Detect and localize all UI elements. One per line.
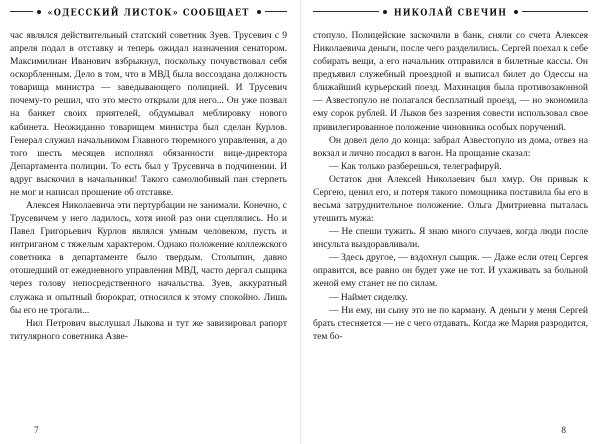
rule-right-icon	[265, 11, 288, 12]
bullet-right-icon	[514, 10, 518, 14]
left-page-body	[10, 29, 287, 418]
dialogue-line: — Наймет сиделку.	[329, 291, 408, 303]
dialogue-line: — Ни ему, ни сыну это не по карману. А деньги у меня Сергей брать стесняется — не с чего отдавать. Когда же Мария разродится, тем бо-	[313, 304, 588, 342]
right-running-head	[313, 5, 588, 18]
paragraph: Нил Петрович выслушал Лыкова и тут же завизировал рапорт титулярного советника Азве-	[10, 317, 287, 342]
left-running-head-title: «ОДЕССКИЙ ЛИСТОК» СООБЩАЕТ	[47, 5, 250, 18]
rule-left-icon	[10, 11, 33, 12]
left-running-head	[10, 5, 287, 18]
right-running-head-title: НИКОЛАЙ СВЕЧИН	[393, 5, 508, 18]
right-page-body	[313, 29, 588, 418]
paragraph: Остаток дня Алексей Николаевич был хмур. Он привык к Сергею, ценил его, и потеря такого помощника поставила бы его в весьма затруднительное положение. Ольга Дмитриевна пыталась утешить мужа:	[313, 173, 588, 225]
right-page	[300, 0, 600, 444]
paragraph: стопуло. Полицейские заскочили в банк, сняли со счета Алексея Николаевича деньги, после чего разделились. Сергей поехал к себе собирать вещи, а его начальник отправился в билетные кассы. Он предъявил служебный проездной и выписал билет до Одессы на ближайший курьерский поезд. Махинация была противозаконной — Азвестопуло не полагался бесплатный проезд, — но экономила ему сорок рублей. И Лыков без зазрения совести использовал свое привилегированное положение чиновника особых поручений.	[313, 30, 588, 133]
bullet-left-icon	[383, 10, 387, 14]
rule-left-icon	[313, 11, 379, 12]
dialogue-line: — Как только разберешься, телеграфируй.	[329, 160, 502, 172]
left-page-number: 7	[34, 426, 39, 436]
right-page-number: 8	[561, 426, 566, 436]
rule-right-icon	[522, 11, 588, 12]
bullet-left-icon	[37, 10, 41, 14]
bullet-right-icon	[257, 10, 261, 14]
paragraph: Алексея Николаевича эти пертурбации не занимали. Конечно, с Трусевичем у него ладилось, хотя иной раз они сцеплялись. Но и Павел Григорьевич Курлов являлся умным человеком, пусть и интриганом с тяжелым характером. Однако положение коллежского советника в департаменте было твердым. Столыпин, давно отошедший от ежедневного управления МВД, часто дергал сыщика через голову непосредственного начальства. Зуев, аккуратный служака и опытный бюрократ, относился к этому спокойно. Лишь бы его не трогали...	[10, 200, 287, 316]
dialogue-line: — Не спеши тужить. Я знаю много случаев, когда люди после инсульта выздоравливали.	[313, 226, 588, 251]
dialogue-line: — Здесь другое, — вздохнул сыщик. — Даже если отец Сергея оправится, все равно он будет уже не тот. И ухаживать за больной женой ему станет не по силам.	[313, 252, 588, 290]
paragraph: Он довел дело до конца: забрал Азвестопуло из дома, отвез на вокзал и лично посадил в вагон. На прощание сказал:	[313, 134, 588, 159]
paragraph: час являлся действительный статский советник Зуев. Трусевич с 9 апреля подал в отставку и теперь ожидал назначения сенатором. Максимилиан Иванович взбрыкнул, поскольку почувствовал себя оскорбленным. Дело в том, что в МВД была воссоздана должность товарища министра — заведывающего полицией. И Трусевич почему-то решил, что это место открыли для него... Он уже позвал на банкет своих приятелей, обдумывал меблировку нового кабинета. Неожиданно товарищем министра был сделан Курлов. Генерал служил начальником Главного тюремного управления, а до того шесть месяцев исполнял обязанности вице-директора Департамента полиции. То есть был у Трусевича в подчинении. И вдруг выскочил в начальники! Такого самолюбивый пан стерпеть не мог и написал прошение об отставке.	[10, 30, 287, 198]
